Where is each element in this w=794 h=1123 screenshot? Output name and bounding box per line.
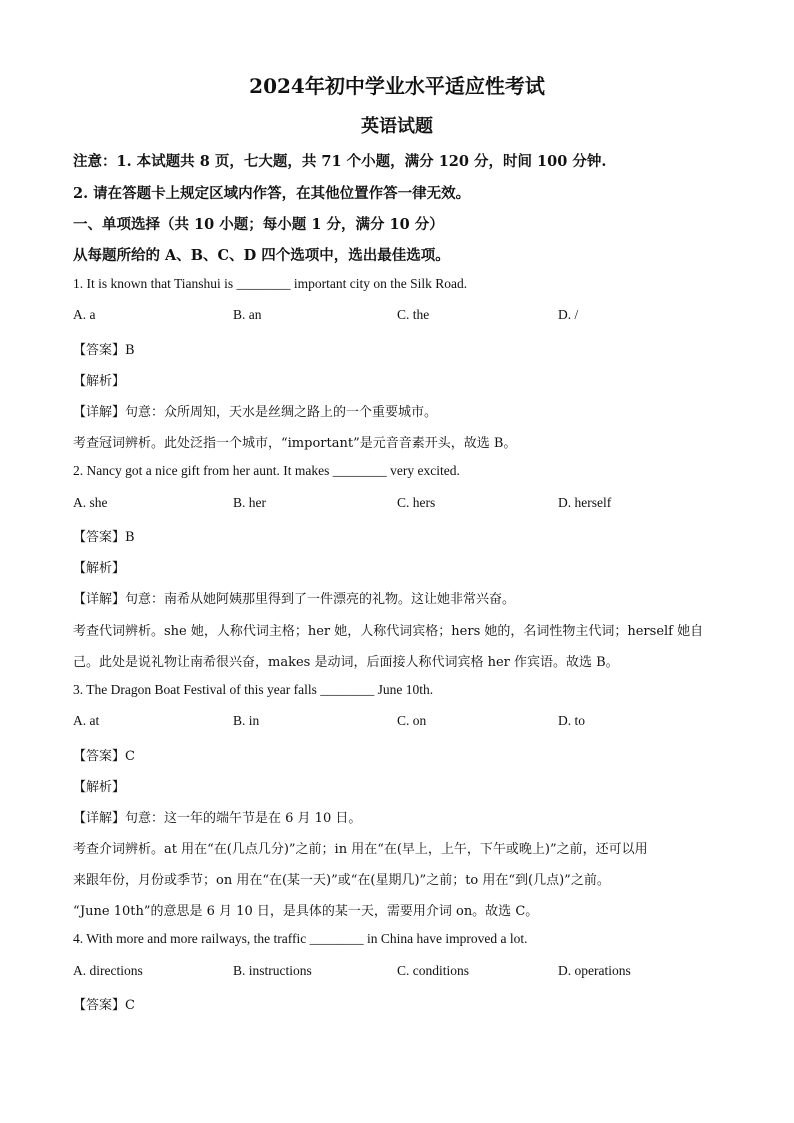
section-heading: 一、单项选择（共 10 小题；每小题 1 分，满分 10 分）	[73, 216, 444, 233]
answer-label: 【答案】	[73, 749, 126, 764]
question-stem: 1. It is known that Tianshui is ________ important city on the Silk Road.	[73, 276, 468, 291]
answer-row	[73, 994, 135, 1013]
section-instruction: 从每题所给的 A、B、C、D 四个选项中，选出最佳选项。	[73, 247, 450, 264]
option-d: D. /	[558, 307, 579, 322]
answer-value: C	[125, 749, 135, 764]
note-line-2: 2. 请在答题卡上规定区域内作答，在其他位置作答一律无效。	[73, 185, 471, 202]
detail-label: 【详解】	[73, 592, 126, 607]
detail-row	[73, 401, 437, 420]
option-c: C. on	[397, 713, 427, 728]
exam-title: 2024年初中学业水平适应性考试	[249, 74, 545, 98]
detail-row	[73, 588, 515, 607]
answer-label: 【答案】	[73, 998, 126, 1013]
question-stem: 4. With more and more railways, the traffic ________ in China have improved a lot.	[73, 931, 528, 946]
answer-value: B	[125, 530, 135, 545]
option-d: D. herself	[558, 495, 612, 510]
answer-row	[73, 526, 135, 545]
option-d: D. operations	[558, 963, 631, 978]
answer-label: 【答案】	[73, 530, 126, 545]
option-a: A. at	[73, 713, 100, 728]
detail-row	[73, 807, 361, 826]
detail-label: 【详解】	[73, 811, 126, 826]
option-c: C. conditions	[397, 963, 470, 978]
note-line-1: 注意：1. 本试题共 8 页，七大题，共 71 个小题，满分 120 分，时间 100 分钟.	[73, 153, 607, 170]
detail-text: 句意：南希从她阿姨那里得到了一件漂亮的礼物。这让她非常兴奋。	[125, 592, 516, 607]
explain-line: 来跟年份，月份或季节；on 用在“在(某一天)”或“在(星期几)”之前；to 用在“到(几点)”之前。	[73, 873, 610, 888]
explain-line: “June 10th”的意思是 6 月 10 日，是具体的某一天，需要用介词 on。故选 C。	[73, 904, 539, 919]
analysis-label: 【解析】	[73, 780, 126, 795]
explain-line: 考查代词辨析。she 她，人称代词主格；her 她，人称代词宾格；hers 她的，名词性物主代词；herself 她自	[73, 624, 704, 639]
option-a: A. she	[73, 495, 108, 510]
option-b: B. her	[233, 495, 266, 510]
explain-line: 考查冠词辨析。此处泛指一个城市，“important”是元音音素开头，故选 B。	[73, 436, 517, 451]
exam-subtitle: 英语试题	[361, 116, 433, 137]
detail-label: 【详解】	[73, 405, 126, 420]
answer-row	[73, 339, 135, 358]
option-d: D. to	[558, 713, 585, 728]
question-stem: 2. Nancy got a nice gift from her aunt. It makes ________ very excited.	[73, 463, 460, 478]
question-stem: 3. The Dragon Boat Festival of this year falls ________ June 10th.	[73, 682, 434, 697]
answer-label: 【答案】	[73, 343, 126, 358]
option-c: C. hers	[397, 495, 436, 510]
analysis-label: 【解析】	[73, 374, 126, 389]
detail-text: 句意：众所周知，天水是丝绸之路上的一个重要城市。	[125, 405, 438, 420]
option-b: B. an	[233, 307, 262, 322]
explain-line: 己。此处是说礼物让南希很兴奋，makes 是动词，后面接人称代词宾格 her 作宾语。故选 B。	[73, 655, 619, 670]
answer-value: B	[125, 343, 135, 358]
option-b: B. in	[233, 713, 260, 728]
option-a: A. directions	[73, 963, 143, 978]
analysis-label: 【解析】	[73, 561, 126, 576]
detail-text: 句意：这一年的端午节是在 6 月 10 日。	[125, 811, 362, 826]
option-a: A. a	[73, 307, 96, 322]
explain-line: 考查介词辨析。at 用在“在(几点几分)”之前；in 用在“在(早上，上午，下午或晚上)”之前，还可以用	[73, 842, 648, 857]
option-b: B. instructions	[233, 963, 312, 978]
answer-row	[73, 745, 135, 764]
answer-value: C	[125, 998, 135, 1013]
option-c: C. the	[397, 307, 430, 322]
